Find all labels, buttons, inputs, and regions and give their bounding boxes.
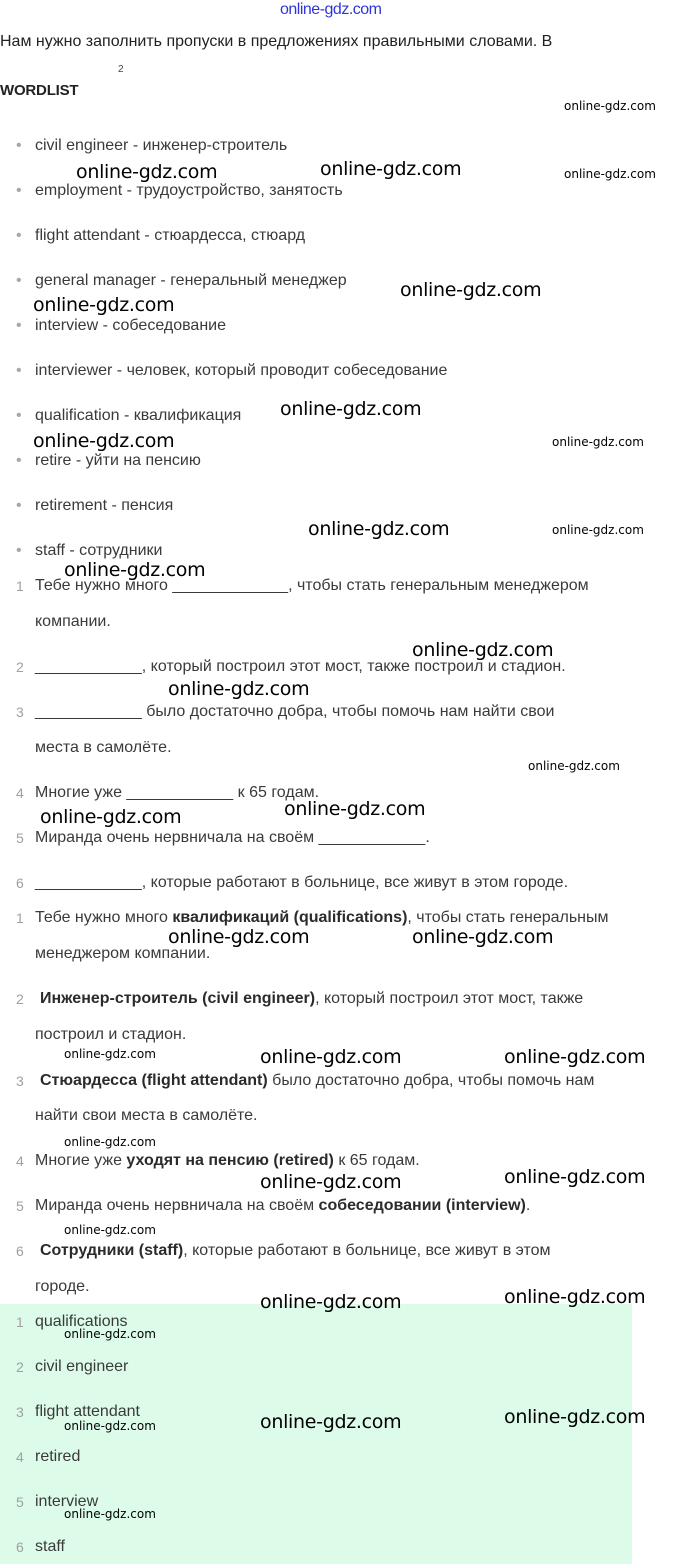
answer-line: Стюардесса (flight attendant) было достаточно добра, чтобы помочь нам <box>40 1072 595 1089</box>
watermark: online-gdz.com <box>76 161 218 183</box>
item-number: 1 <box>16 910 24 926</box>
item-number: 2 <box>16 991 24 1007</box>
watermark: online-gdz.com <box>64 1047 156 1061</box>
site-logo-link[interactable]: online-gdz.com <box>280 1 382 18</box>
watermark: online-gdz.com <box>504 1406 646 1428</box>
watermark: online-gdz.com <box>412 926 554 948</box>
short-answer: qualifications <box>35 1313 128 1330</box>
item-number: 6 <box>16 1539 24 1555</box>
watermark: online-gdz.com <box>564 99 656 113</box>
exercise-line: ____________, которые работают в больнице, все живут в этом городе. <box>35 874 569 891</box>
short-answer: interview <box>35 1493 99 1510</box>
short-answer: retired <box>35 1448 81 1465</box>
list-bullet: • <box>16 407 22 424</box>
watermark: online-gdz.com <box>64 1135 156 1149</box>
answer-highlight: Сотрудники (staff) <box>40 1242 184 1259</box>
list-bullet: • <box>16 182 22 199</box>
wordlist-item: general manager - генеральный менеджер <box>35 272 347 289</box>
watermark: online-gdz.com <box>64 1327 156 1341</box>
wordlist-item: qualification - квалификация <box>35 407 242 424</box>
watermark: online-gdz.com <box>64 1223 156 1237</box>
exercise-line: Тебе нужно много _____________, чтобы стать генеральным менеджером <box>35 577 589 594</box>
watermark: online-gdz.com <box>284 798 426 820</box>
watermark: online-gdz.com <box>504 1046 646 1068</box>
answer-highlight: собеседовании (interview) <box>318 1197 526 1214</box>
wordlist-heading: WORDLIST <box>0 82 79 99</box>
item-number: 4 <box>16 1153 24 1169</box>
answer-line: найти свои места в самолёте. <box>35 1107 258 1124</box>
wordlist-item: interview - собеседование <box>35 317 226 334</box>
watermark: online-gdz.com <box>280 398 422 420</box>
item-number: 1 <box>16 1314 24 1330</box>
answer-line: городе. <box>35 1278 90 1295</box>
watermark: online-gdz.com <box>64 1507 156 1521</box>
item-number: 2 <box>16 659 24 675</box>
watermark: online-gdz.com <box>552 435 644 449</box>
item-number: 3 <box>16 1404 24 1420</box>
list-bullet: • <box>16 137 22 154</box>
answer-highlight: Стюардесса (flight attendant) <box>40 1072 268 1089</box>
answer-line: Миранда очень нервничала на своём собеседовании (interview). <box>35 1197 531 1214</box>
short-answer: staff <box>35 1538 65 1555</box>
watermark: online-gdz.com <box>168 926 310 948</box>
watermark: online-gdz.com <box>168 678 310 700</box>
answer-line: менеджером компании. <box>35 945 211 962</box>
answer-line: Сотрудники (staff), которые работают в больнице, все живут в этом <box>40 1242 551 1259</box>
task-intro: Нам нужно заполнить пропуски в предложениях правильными словами. В <box>0 33 553 50</box>
exercise-line: ____________, который построил этот мост, также построил и стадион. <box>35 658 566 675</box>
item-number: 5 <box>16 1198 24 1214</box>
item-number: 6 <box>16 1243 24 1259</box>
watermark: online-gdz.com <box>320 158 462 180</box>
watermark: online-gdz.com <box>564 167 656 181</box>
watermark: online-gdz.com <box>33 430 175 452</box>
wordlist-item: employment - трудоустройство, занятость <box>35 182 343 199</box>
wordlist-item: retire - уйти на пенсию <box>35 452 201 469</box>
list-bullet: • <box>16 317 22 334</box>
list-bullet: • <box>16 452 22 469</box>
watermark: online-gdz.com <box>504 1166 646 1188</box>
answer-line: Многие уже уходят на пенсию (retired) к 65 годам. <box>35 1152 420 1169</box>
wordlist-item: civil engineer - инженер-строитель <box>35 137 288 154</box>
exercise-line: ____________ было достаточно добра, чтобы помочь нам найти свои <box>35 703 555 720</box>
answer-line: Тебе нужно много квалификаций (qualifications), чтобы стать генеральным <box>35 909 609 926</box>
watermark: online-gdz.com <box>260 1411 402 1433</box>
watermark: online-gdz.com <box>64 559 206 581</box>
answer-highlight: Инженер-строитель (civil engineer) <box>40 990 316 1007</box>
watermark: online-gdz.com <box>552 523 644 537</box>
list-bullet: • <box>16 362 22 379</box>
item-number: 5 <box>16 830 24 846</box>
item-number: 4 <box>16 1449 24 1465</box>
watermark: online-gdz.com <box>260 1291 402 1313</box>
watermark: online-gdz.com <box>504 1286 646 1308</box>
watermark: online-gdz.com <box>33 294 175 316</box>
list-bullet: • <box>16 272 22 289</box>
item-number: 2 <box>16 1359 24 1375</box>
watermark: online-gdz.com <box>528 759 620 773</box>
watermark: online-gdz.com <box>308 518 450 540</box>
watermark: online-gdz.com <box>260 1171 402 1193</box>
watermark: online-gdz.com <box>40 806 182 828</box>
exercise-line: Многие уже ____________ к 65 годам. <box>35 784 320 801</box>
short-answer: civil engineer <box>35 1358 129 1375</box>
watermark: online-gdz.com <box>64 1419 156 1433</box>
watermark: online-gdz.com <box>400 279 542 301</box>
watermark: online-gdz.com <box>412 639 554 661</box>
wordlist-item: retirement - пенсия <box>35 497 174 514</box>
short-answer: flight attendant <box>35 1403 140 1420</box>
answer-highlight: уходят на пенсию (retired) <box>126 1152 334 1169</box>
exercise-line: Миранда очень нервничала на своём ____________. <box>35 829 430 846</box>
item-number: 1 <box>16 578 24 594</box>
answer-highlight: квалификаций (qualifications) <box>172 909 408 926</box>
list-bullet: • <box>16 542 22 559</box>
exercise-line: компании. <box>35 613 111 630</box>
item-number: 3 <box>16 1073 24 1089</box>
exercise-line: места в самолёте. <box>35 739 172 756</box>
list-bullet: • <box>16 497 22 514</box>
watermark: online-gdz.com <box>260 1046 402 1068</box>
wordlist-item: staff - сотрудники <box>35 542 163 559</box>
list-bullet: • <box>16 227 22 244</box>
item-number: 3 <box>16 704 24 720</box>
answer-line: построил и стадион. <box>35 1026 187 1043</box>
wordlist-item: flight attendant - стюардесса, стюард <box>35 227 306 244</box>
answer-box <box>0 1304 632 1564</box>
item-number: 5 <box>16 1494 24 1510</box>
intro-overflow-mark: 2 <box>118 64 124 75</box>
answer-line: Инженер-строитель (civil engineer), который построил этот мост, также <box>40 990 584 1007</box>
item-number: 4 <box>16 785 24 801</box>
wordlist-item: interviewer - человек, который проводит собеседование <box>35 362 448 379</box>
item-number: 6 <box>16 875 24 891</box>
